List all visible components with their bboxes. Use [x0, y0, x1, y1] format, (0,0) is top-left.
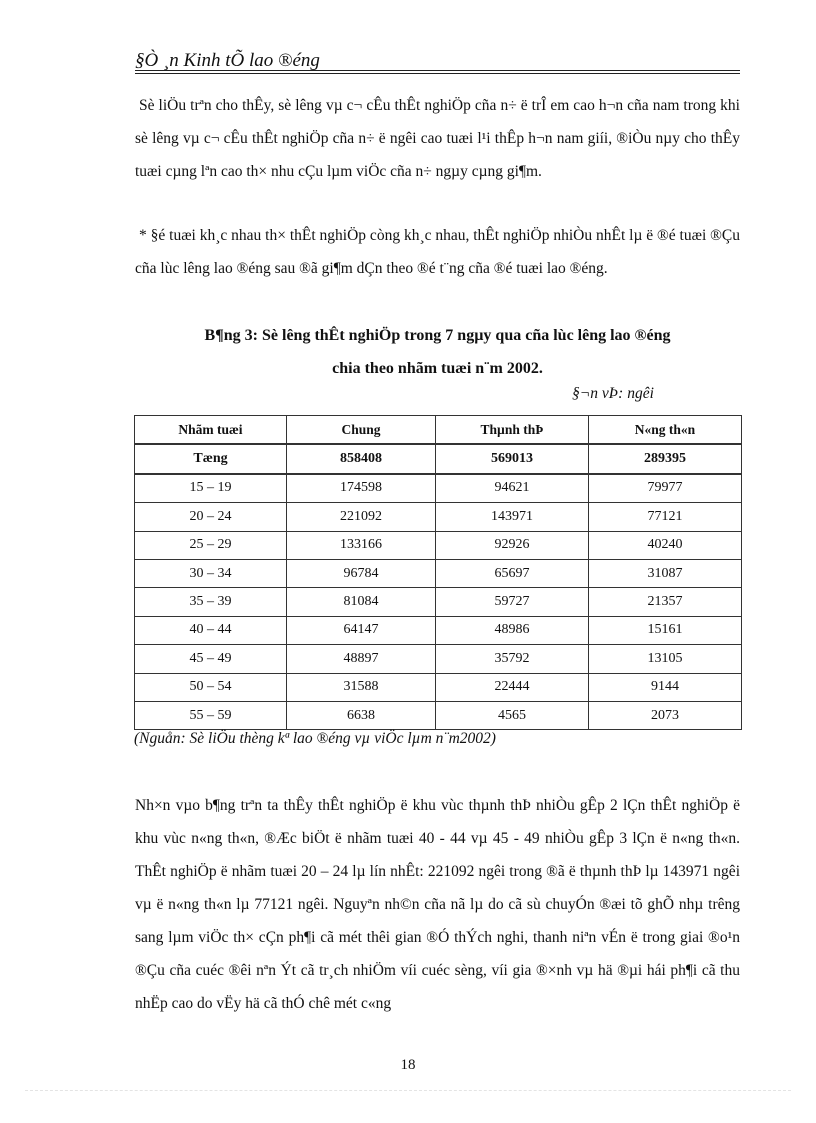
table-cell: 31087 — [589, 559, 742, 587]
table-cell: 15 – 19 — [135, 474, 287, 503]
table-row — [135, 588, 742, 616]
table-header-row — [135, 416, 742, 445]
header-title: §Ò ¸n Kinh tÕ lao ®éng — [135, 50, 320, 71]
paragraph-3: Nh×n vµo b¶ng trªn ta thÊy thÊt nghiÖp ë khu vùc thµnh thÞ nhiÒu gÊp 2 lÇn thÊt nghiÖp ë khu vùc n«ng th«n, ®Æc biÖt ë nhãm tuæi 40 - 44 vµ 45 - 49 nhiÒu gÊp 3 lÇn ë n«ng th«n. ThÊt nghiÖp ë nhãm tuæi 20 – 24 lµ lín nhÊt: 221092 ngêi trong ®ã ë thµnh thÞ lµ 143971 ngêi vµ ë n«ng th«n lµ 77121 ngêi. Nguyªn nh©n cña nã lµ do cã sù chuyÓn ®æi tõ ghÕ nhµ trêng sang lµm viÖc th× cÇn ph¶i cã mét thêi gian ®Ó thÝch nghi, thanh niªn vÉn ë trong giai ®o¹n ®Çu cña cuéc ®êi nªn Ýt cã tr¸ch nhiÖm víi cuéc sèng, víi gia ®×nh vµ hä ®µi hái ph¶i cã thu nhËp cao do vËy hä cã thÓ chê mét c«ng — [135, 797, 740, 1012]
unemployment-table — [134, 415, 742, 730]
table-cell: 289395 — [589, 444, 742, 473]
table-cell: 858408 — [287, 444, 436, 473]
table-cell: 143971 — [436, 503, 589, 531]
table-cell: 65697 — [436, 559, 589, 587]
table-cell: 50 – 54 — [135, 673, 287, 701]
document-header — [135, 50, 740, 72]
table-cell: 9144 — [589, 673, 742, 701]
table-cell: 45 – 49 — [135, 645, 287, 673]
table-row — [135, 503, 742, 531]
table-cell: 55 – 59 — [135, 701, 287, 729]
table-cell: Tæng — [135, 444, 287, 473]
table-cell: 77121 — [589, 503, 742, 531]
unit-label: §¬n vÞ: ngêi — [572, 385, 654, 402]
source-note: (Nguån: Sè liÖu thèng kª lao ®éng vµ viÖc lµm n¨m2002) — [134, 730, 496, 747]
header-rule-bottom — [135, 73, 740, 74]
table-cell: 48986 — [436, 616, 589, 644]
table-row — [135, 673, 742, 701]
table-row — [135, 645, 742, 673]
table-row — [135, 701, 742, 729]
table-cell: 31588 — [287, 673, 436, 701]
paragraph-2: * §é tuæi kh¸c nhau th× thÊt nghiÖp còng kh¸c nhau, thÊt nghiÖp nhiÒu nhÊt lµ ë ®é tuæi ®Çu cña lùc lêng lao ®éng sau ®ã gi¶m dÇn theo ®é t¨ng cña ®é tuæi lao ®éng. — [135, 227, 740, 277]
table-row — [135, 559, 742, 587]
table-cell: 133166 — [287, 531, 436, 559]
table-cell: 25 – 29 — [135, 531, 287, 559]
table-caption-line-1: B¶ng 3: Sè lêng thÊt nghiÖp trong 7 ngµy qua cña lùc lêng lao ®éng — [204, 327, 671, 344]
table-cell: 81084 — [287, 588, 436, 616]
table-caption-line-2: chia theo nhãm tuæi n¨m 2002. — [332, 360, 543, 377]
page-number: 18 — [400, 1057, 416, 1073]
table-cell: 6638 — [287, 701, 436, 729]
table-cell: 35792 — [436, 645, 589, 673]
page-bottom-divider — [25, 1090, 791, 1091]
table-cell: 79977 — [589, 474, 742, 503]
table-cell: 15161 — [589, 616, 742, 644]
table-row — [135, 474, 742, 503]
table-cell: 174598 — [287, 474, 436, 503]
table-cell: 92926 — [436, 531, 589, 559]
table-cell: 48897 — [287, 645, 436, 673]
table-cell: 30 – 34 — [135, 559, 287, 587]
table-row — [135, 531, 742, 559]
table-cell: 96784 — [287, 559, 436, 587]
table-cell: 4565 — [436, 701, 589, 729]
column-header: Nhãm tuæi — [135, 416, 287, 445]
table-total-row — [135, 444, 742, 473]
table-cell: 22444 — [436, 673, 589, 701]
column-header: N«ng th«n — [589, 416, 742, 445]
paragraph-1: Sè liÖu trªn cho thÊy, sè lêng vµ c¬ cÊu thÊt nghiÖp cña n÷ ë trÎ em cao h¬n cña nam trong khi sè lêng vµ c¬ cÊu thÊt nghiÖp cña n÷ ë ngêi cao tuæi l¹i thÊp h¬n nam giíi, ®iÒu nµy cho thÊy tuæi cµng lªn cao th× nhu cÇu lµm viÖc cña n÷ ngµy cµng gi¶m. — [135, 97, 740, 180]
table-row — [135, 616, 742, 644]
table-cell: 40 – 44 — [135, 616, 287, 644]
table-cell: 35 – 39 — [135, 588, 287, 616]
header-rule-top — [135, 70, 740, 71]
table-cell: 40240 — [589, 531, 742, 559]
table-cell: 21357 — [589, 588, 742, 616]
table-cell: 20 – 24 — [135, 503, 287, 531]
table-cell: 64147 — [287, 616, 436, 644]
table-cell: 13105 — [589, 645, 742, 673]
table-cell: 221092 — [287, 503, 436, 531]
table-caption — [135, 319, 740, 385]
table-cell: 2073 — [589, 701, 742, 729]
column-header: Chung — [287, 416, 436, 445]
table-cell: 569013 — [436, 444, 589, 473]
table-cell: 94621 — [436, 474, 589, 503]
column-header: Thµnh thÞ — [436, 416, 589, 445]
table-cell: 59727 — [436, 588, 589, 616]
